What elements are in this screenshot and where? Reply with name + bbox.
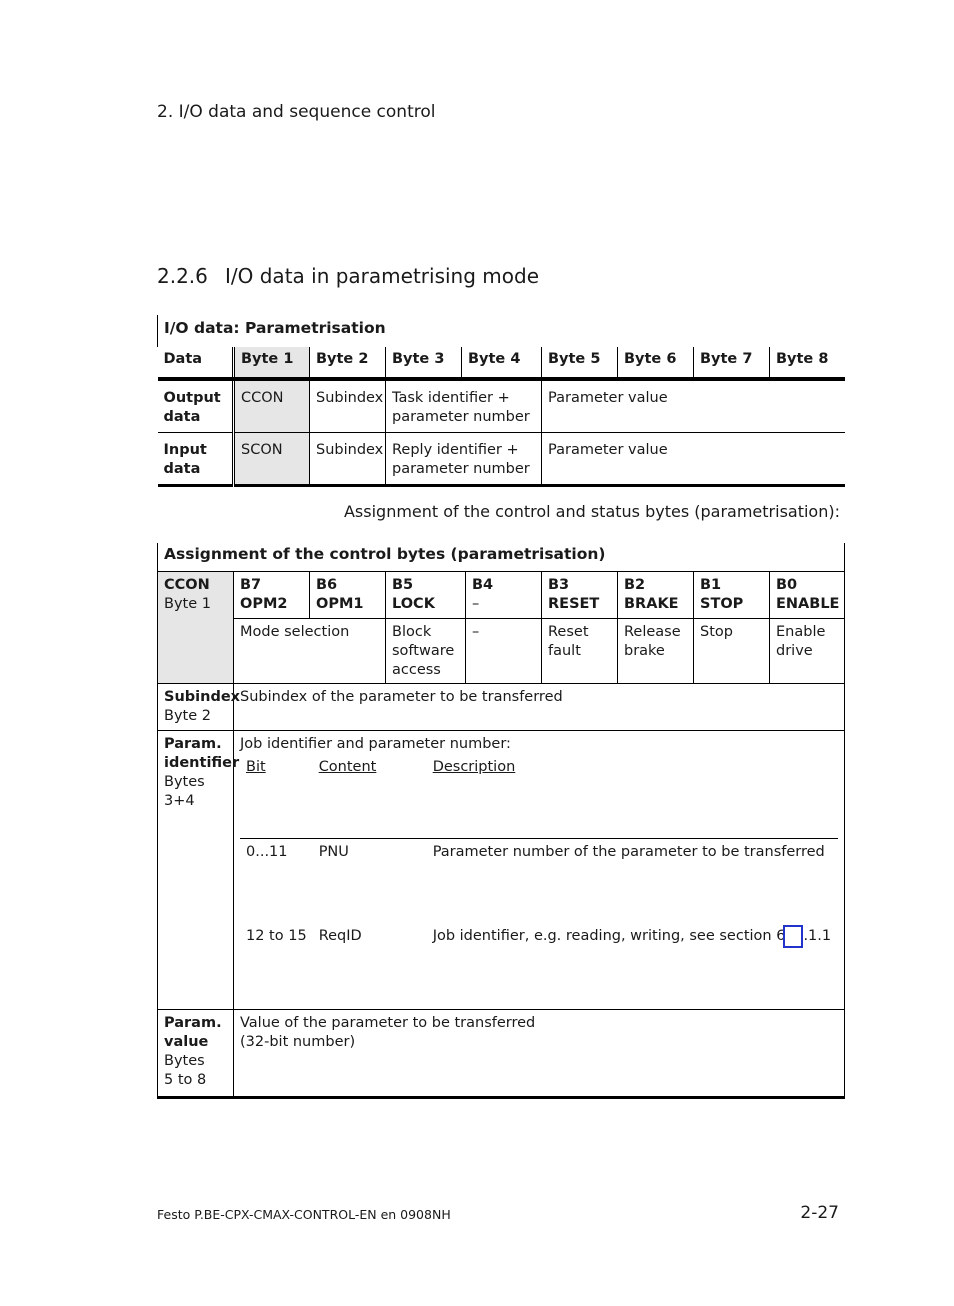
desc-mode: Mode selection xyxy=(234,619,386,684)
section-number: 2.2.6 xyxy=(157,264,208,288)
param-id-subtable xyxy=(240,754,838,1007)
bit-b4: B4 – xyxy=(466,572,542,619)
subindex-label-cell: Subindex Byte 2 xyxy=(158,684,234,731)
bit-b5: B5 LOCK xyxy=(386,572,466,619)
table-row xyxy=(158,433,845,486)
table-row xyxy=(158,379,845,433)
row-label: Output data xyxy=(158,379,234,433)
desc-lock: Block software access xyxy=(386,619,466,684)
control-table-title: Assignment of the control bytes (parametrisation) xyxy=(158,543,845,572)
chapter-header: 2. I/O data and sequence control xyxy=(157,102,436,122)
col-head-byte4: Byte 4 xyxy=(462,347,542,379)
section-title: I/O data in parametrising mode xyxy=(225,264,539,288)
sub-head-bit: Bit xyxy=(240,754,313,839)
list-item: 12 to 15 ReqID Job identifier, e.g. reading, writing, see section 6 .1.1 xyxy=(240,923,838,1007)
page-number: 2-27 xyxy=(800,1203,839,1223)
ccon-label-cell: CCON Byte 1 xyxy=(158,572,234,684)
bit-b0: B0 ENABLE xyxy=(770,572,845,619)
control-bytes-table xyxy=(157,543,845,1099)
desc-b4: – xyxy=(466,619,542,684)
param-identifier-row xyxy=(158,731,845,1010)
desc-reset: Reset fault xyxy=(542,619,618,684)
list-item: 0...11 PNU Parameter number of the parameter to be transferred xyxy=(246,844,825,860)
bit-b7: B7 OPM2 xyxy=(234,572,310,619)
col-head-byte2: Byte 2 xyxy=(310,347,386,379)
param-value-text: Value of the parameter to be transferred (32-bit number) xyxy=(234,1010,845,1098)
footer-doc-id: Festo P.BE-CPX-CMAX-CONTROL-EN en 0908NH xyxy=(157,1207,451,1222)
bit-b2: B2 BRAKE xyxy=(618,572,694,619)
cell-byte34: Reply identifier + parameter number xyxy=(386,433,542,486)
sub-head-description: Description xyxy=(427,754,838,839)
param-id-label-cell: Param. identifier Bytes 3+4 xyxy=(158,731,234,1010)
cell-byte34: Task identifier + parameter number xyxy=(386,379,542,433)
section-heading xyxy=(157,264,539,288)
subindex-row xyxy=(158,684,845,731)
col-head-byte5: Byte 5 xyxy=(542,347,618,379)
sub-head-content: Content xyxy=(313,754,427,839)
desc-enable: Enable drive xyxy=(770,619,845,684)
cell-byte58: Parameter value xyxy=(542,379,845,433)
section-link-box[interactable] xyxy=(783,925,803,948)
bit-b6: B6 OPM1 xyxy=(310,572,386,619)
bit-b3: B3 RESET xyxy=(542,572,618,619)
cell-byte2: Subindex xyxy=(310,433,386,486)
param-value-label-cell: Param. value Bytes 5 to 8 xyxy=(158,1010,234,1098)
col-head-byte3: Byte 3 xyxy=(386,347,462,379)
io-data-table xyxy=(157,315,845,487)
row-label: Input data xyxy=(163,442,207,477)
bit-b1: B1 STOP xyxy=(694,572,770,619)
param-id-intro: Job identifier and parameter number: xyxy=(240,736,511,752)
cell-byte58: Parameter value xyxy=(542,433,845,486)
desc-stop: Stop xyxy=(694,619,770,684)
param-id-content xyxy=(234,731,845,1010)
assignment-caption: Assignment of the control and status bytes (parametrisation): xyxy=(343,502,840,521)
col-head-data: Data xyxy=(158,347,234,379)
io-table-title: I/O data: Parametrisation xyxy=(158,315,845,347)
param-value-row xyxy=(158,1010,845,1098)
col-head-byte8: Byte 8 xyxy=(770,347,845,379)
cell-byte1: CCON xyxy=(234,379,310,433)
col-head-byte6: Byte 6 xyxy=(618,347,694,379)
cell-byte1: SCON xyxy=(234,433,310,486)
subindex-text: Subindex of the parameter to be transferred xyxy=(234,684,845,731)
col-head-byte7: Byte 7 xyxy=(694,347,770,379)
cell-byte2: Subindex xyxy=(310,379,386,433)
desc-brake: Release brake xyxy=(618,619,694,684)
col-head-byte1: Byte 1 xyxy=(234,347,310,379)
